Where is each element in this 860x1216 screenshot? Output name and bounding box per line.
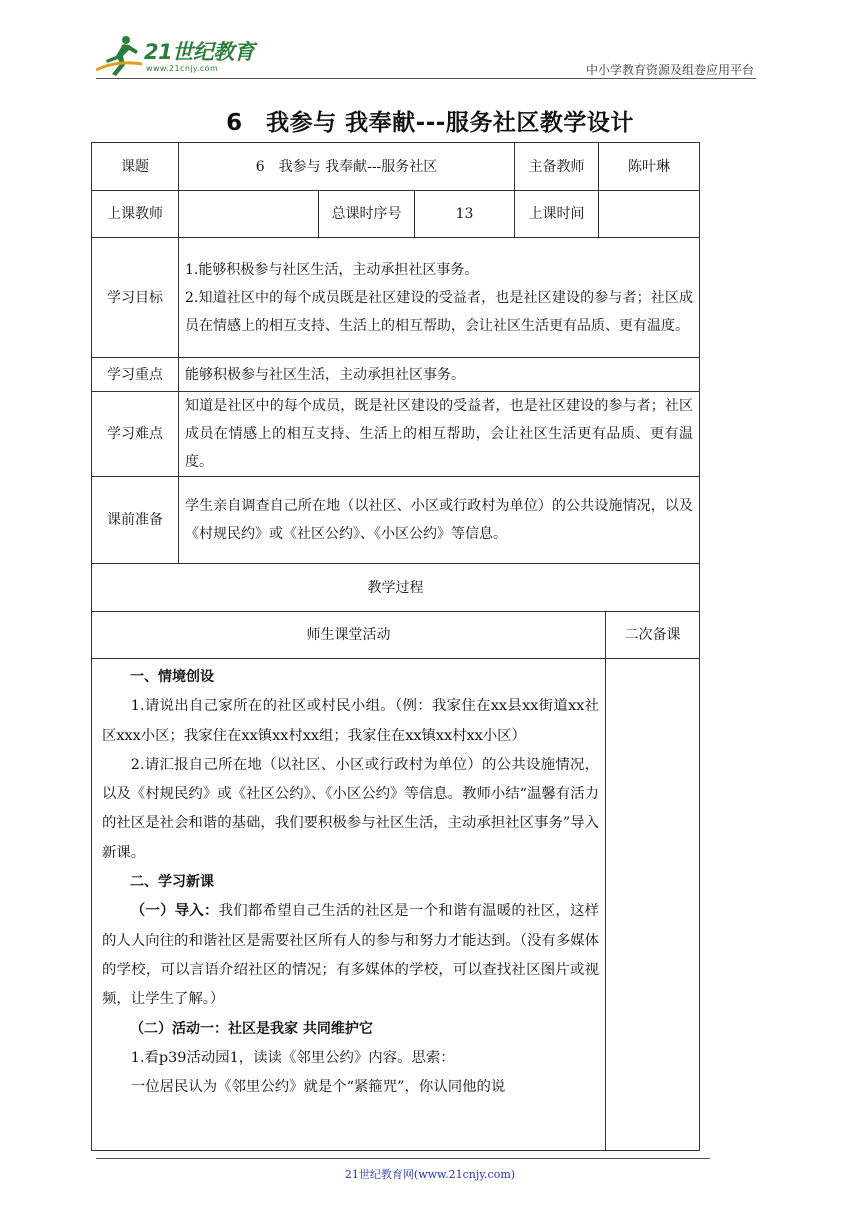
table-row — [92, 612, 700, 659]
footer-link[interactable]: 21世纪教育网(www.21cnjy.com) — [344, 1168, 516, 1181]
prep-value: 学生亲自调查自己所在地（以社区、小区或行政村为单位）的公共设施情况，以及《村规民约》或《社区公约》、《小区公约》等信息。 — [179, 477, 700, 564]
topic-label: 课题 — [92, 143, 179, 191]
table-row — [92, 564, 700, 612]
paragraph: 2.请汇报自己所在地（以社区、小区或行政村为单位）的公共设施情况，以及《村规民约》或《社区公约》、《小区公约》等信息。教师小结“温馨有活力的社区是社会和谐的基础，我们要积极参与社区生活，主动承担社区事务”导入新课。 — [102, 756, 600, 861]
prep-label: 课前准备 — [92, 477, 179, 564]
topic-value: 6 我参与 我奉献---服务社区 — [179, 143, 515, 191]
section-heading: 二、学习新课 — [130, 874, 214, 891]
focus-value: 能够积极参与社区生活，主动承担社区事务。 — [179, 358, 700, 392]
page-header — [0, 0, 860, 80]
paragraph-lead: （一）导入： — [130, 903, 219, 920]
class-time-label: 上课时间 — [515, 191, 599, 238]
difficulty-label: 学习难点 — [92, 392, 179, 477]
lesson-plan-table — [91, 142, 700, 1151]
goals-value — [179, 238, 700, 358]
second-prep-content — [606, 659, 700, 1151]
table-row — [92, 477, 700, 564]
table-row — [92, 238, 700, 358]
table-row — [92, 143, 700, 191]
activities-header: 师生课堂活动 — [92, 612, 606, 659]
class-time-value — [599, 191, 700, 238]
paragraph: 1.看p39活动园1，读读《邻里公约》内容。思索： — [130, 1049, 455, 1066]
platform-name: 中小学教育资源及组卷应用平台 — [585, 63, 754, 77]
runner-logo-icon — [96, 34, 144, 78]
lead-teacher-label: 主备教师 — [515, 143, 599, 191]
paragraph-text: 我们都希望自己生活的社区是一个和谐有温暖的社区，这样的人人向往的和谐社区是需要社区所有人的参与和努力才能达到。（没有多媒体的学校，可以言语介绍社区的情况；有多媒体的学校，可以查找社区图片或视频，让学生了解。） — [102, 903, 600, 1008]
goals-label: 学习目标 — [92, 238, 179, 358]
focus-label: 学习重点 — [92, 358, 179, 392]
goal-2: 2.知道社区中的每个成员既是社区建设的受益者，也是社区建设的参与者；社区成员在情感上的相互支持、生活上的相互帮助，会让社区生活更有品质、更有温度。 — [185, 289, 694, 334]
total-hours-label: 总课时序号 — [319, 191, 415, 238]
site-logo[interactable] — [96, 34, 266, 78]
second-prep-header: 二次备课 — [606, 612, 700, 659]
section-heading: 一、情境创设 — [130, 669, 214, 685]
class-teacher-label: 上课教师 — [92, 191, 179, 238]
paragraph — [102, 897, 599, 1014]
table-row — [92, 392, 700, 477]
process-header: 教学过程 — [92, 564, 700, 612]
table-row — [92, 659, 700, 1151]
logo-text: 21世纪教育 — [144, 40, 255, 64]
paragraph: 1.请说出自己家所在的社区或村民小组。（例：我家住在xx县xx街道xx社区xxx小区；我家住在xx镇xx村xx组；我家住在xx镇xx村xx小区） — [102, 698, 600, 744]
page-title: 6 我参与 我奉献---服务社区教学设计 — [226, 110, 634, 136]
logo-url: www.21cnjy.com — [146, 64, 219, 73]
total-hours-value: 13 — [415, 191, 515, 238]
class-teacher-value — [179, 191, 319, 238]
header-divider — [96, 78, 756, 79]
difficulty-value: 知道是社区中的每个成员，既是社区建设的受益者，也是社区建设的参与者；社区成员在情感上的相互支持、生活上的相互帮助，会让社区生活更有品质、更有温度。 — [179, 392, 700, 477]
section-heading: （二）活动一：社区是我家 共同维护它 — [130, 1020, 373, 1037]
paragraph: 一位居民认为《邻里公约》就是个“紧箍咒”，你认同他的说 — [130, 1079, 506, 1096]
goal-1: 1.能够积极参与社区生活，主动承担社区事务。 — [185, 261, 479, 278]
activities-content — [92, 659, 606, 1151]
lead-teacher-value: 陈叶琳 — [599, 143, 700, 191]
table-row — [92, 191, 700, 238]
footer-divider — [96, 1158, 710, 1159]
table-row — [92, 358, 700, 392]
